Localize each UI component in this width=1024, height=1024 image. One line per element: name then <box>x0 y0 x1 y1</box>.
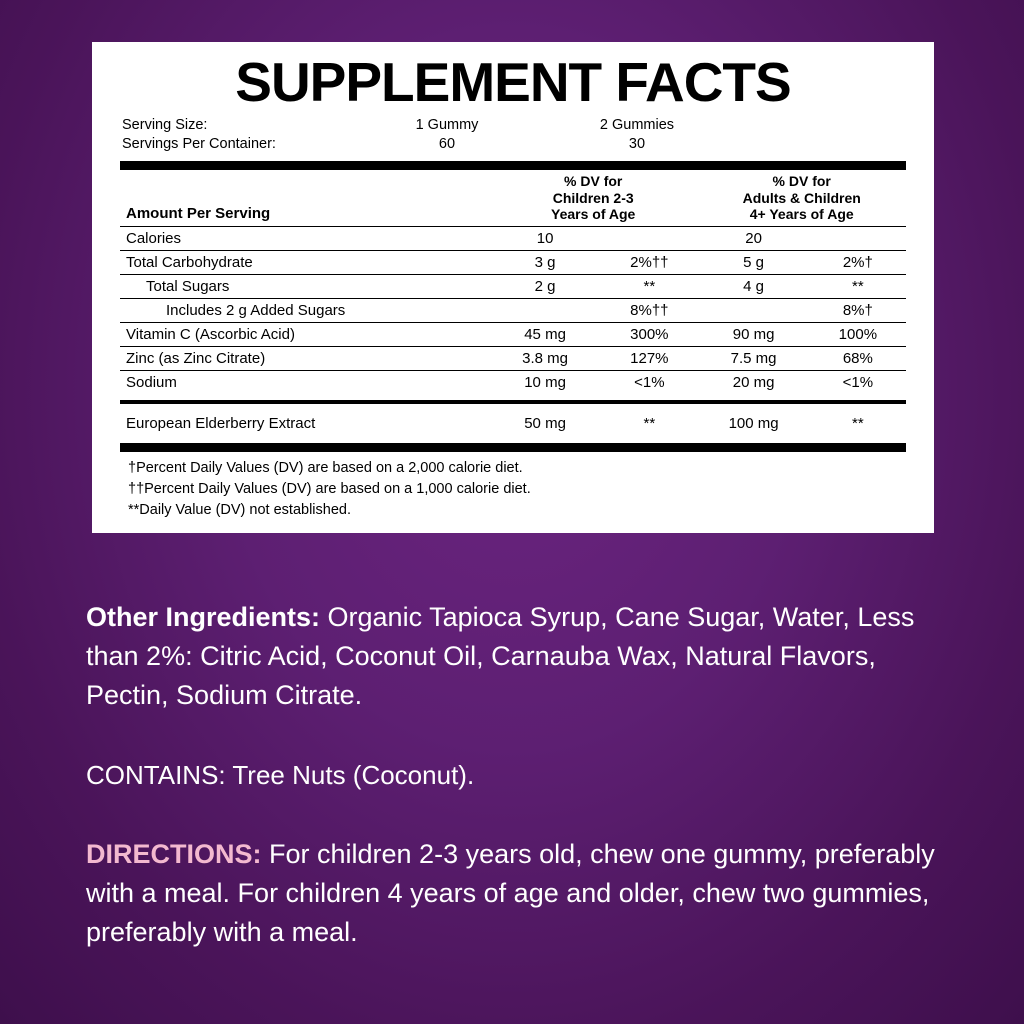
nutrient-amount-child: 2 g <box>489 275 601 299</box>
nutrient-dv-adult: 2%† <box>810 251 906 275</box>
servings-per-container-row <box>122 135 908 155</box>
ingredient-amount-child: 50 mg <box>524 415 566 433</box>
dv-adult-line1: % DV for <box>772 172 831 189</box>
nutrient-name: Zinc (as Zinc Citrate) <box>120 347 489 371</box>
servings-per-container-value-adult: 30 <box>628 136 646 153</box>
ingredient-amount-adult: 100 mg <box>728 415 779 433</box>
footnote-asterisk: **Daily Value (DV) not established. <box>128 502 351 519</box>
nutrient-dv-adult: <1% <box>810 371 906 395</box>
directions-block <box>86 835 948 952</box>
nutrient-amount-child: 10 mg <box>489 371 601 395</box>
nutrient-amount-child: 10 <box>489 227 601 251</box>
nutrient-name: Total Sugars <box>120 275 489 299</box>
nutrient-dv-child: 2%†† <box>601 251 697 275</box>
page-title: SUPPLEMENT FACTS <box>235 51 791 113</box>
nutrient-amount-adult <box>697 299 809 323</box>
ingredient-dv-adult: ** <box>852 415 864 433</box>
nutrient-amount-child: 3.8 mg <box>489 347 601 371</box>
contains-block <box>86 757 948 794</box>
ingredient-name: European Elderberry Extract <box>126 415 316 433</box>
nutrient-dv-child: 8%†† <box>601 299 697 323</box>
divider-medium <box>120 400 906 404</box>
serving-size-value-child: 1 Gummy <box>415 116 479 133</box>
nutrition-table <box>120 170 906 394</box>
dv-adult-line3: 4+ Years of Age <box>749 206 854 223</box>
divider-thick-top <box>120 161 906 170</box>
supplement-facts-panel <box>92 42 934 533</box>
nutrient-amount-child: 45 mg <box>489 323 601 347</box>
divider-thick-bottom <box>120 443 906 452</box>
table-row <box>120 347 906 371</box>
table-row <box>120 275 906 299</box>
nutrient-dv-child: ** <box>601 275 697 299</box>
dv-child-line2: Children 2-3 <box>552 189 634 206</box>
serving-size-value-adult: 2 Gummies <box>599 116 675 133</box>
amount-per-serving-header: Amount Per Serving <box>126 205 271 223</box>
contains-text: CONTAINS: Tree Nuts (Coconut). <box>86 760 475 790</box>
dv-child-line1: % DV for <box>564 172 623 189</box>
nutrient-dv-adult: 8%† <box>810 299 906 323</box>
footnotes <box>108 452 918 523</box>
nutrient-dv-adult: 100% <box>810 323 906 347</box>
serving-size-row <box>122 116 908 136</box>
footnote-double-dagger: ††Percent Daily Values (DV) are based on a 1,000 calorie diet. <box>128 481 531 498</box>
nutrient-amount-adult: 7.5 mg <box>697 347 809 371</box>
table-row <box>120 323 906 347</box>
dv-child-header <box>489 170 698 227</box>
dv-adult-header <box>697 170 906 227</box>
proprietary-table <box>120 412 906 435</box>
nutrient-dv-child: 300% <box>601 323 697 347</box>
nutrient-dv-child: <1% <box>601 371 697 395</box>
ingredient-dv-child: ** <box>643 415 656 433</box>
footnote-dagger: †Percent Daily Values (DV) are based on a 2,000 calorie diet. <box>128 460 523 477</box>
other-ingredients-text: Organic Tapioca Syrup, Cane Sugar, Water, Less than 2%: Citric Acid, Coconut Oil, Carnauba Wax, Natural Flavors, Pectin, Sodium Citrate. <box>86 602 915 710</box>
servings-per-container-label: Servings Per Container: <box>122 136 276 153</box>
table-row <box>120 227 906 251</box>
table-row <box>120 371 906 395</box>
nutrient-name: Sodium <box>120 371 489 395</box>
nutrient-amount-adult: 20 <box>697 227 809 251</box>
nutrient-dv-adult <box>810 227 906 251</box>
nutrient-name: Includes 2 g Added Sugars <box>120 299 489 323</box>
nutrient-amount-child: 3 g <box>489 251 601 275</box>
serving-info <box>108 116 918 159</box>
nutrient-name: Vitamin C (Ascorbic Acid) <box>120 323 489 347</box>
serving-size-label: Serving Size: <box>122 116 208 133</box>
nutrient-dv-child <box>601 227 697 251</box>
directions-text: For children 2-3 years old, chew one gummy, preferably with a meal. For children 4 years of age and older, chew two gummies, preferably with a meal. <box>86 839 935 947</box>
dv-child-line3: Years of Age <box>551 206 636 223</box>
table-row <box>120 299 906 323</box>
nutrient-dv-adult: 68% <box>810 347 906 371</box>
nutrient-amount-child <box>489 299 601 323</box>
nutrient-dv-child: 127% <box>601 347 697 371</box>
nutrient-name: Calories <box>120 227 489 251</box>
nutrient-amount-adult: 4 g <box>697 275 809 299</box>
nutrient-amount-adult: 90 mg <box>697 323 809 347</box>
other-ingredients-block <box>86 598 948 715</box>
nutrient-name: Total Carbohydrate <box>120 251 489 275</box>
servings-per-container-value-child: 60 <box>438 136 456 153</box>
nutrient-dv-adult: ** <box>810 275 906 299</box>
nutrient-amount-adult: 20 mg <box>697 371 809 395</box>
dv-adult-line2: Adults & Children <box>742 189 861 206</box>
table-header-row <box>120 170 906 227</box>
nutrient-amount-adult: 5 g <box>697 251 809 275</box>
directions-label: DIRECTIONS: <box>86 839 262 869</box>
other-ingredients-label: Other Ingredients: <box>86 602 321 632</box>
table-row <box>120 251 906 275</box>
table-row <box>120 412 906 435</box>
